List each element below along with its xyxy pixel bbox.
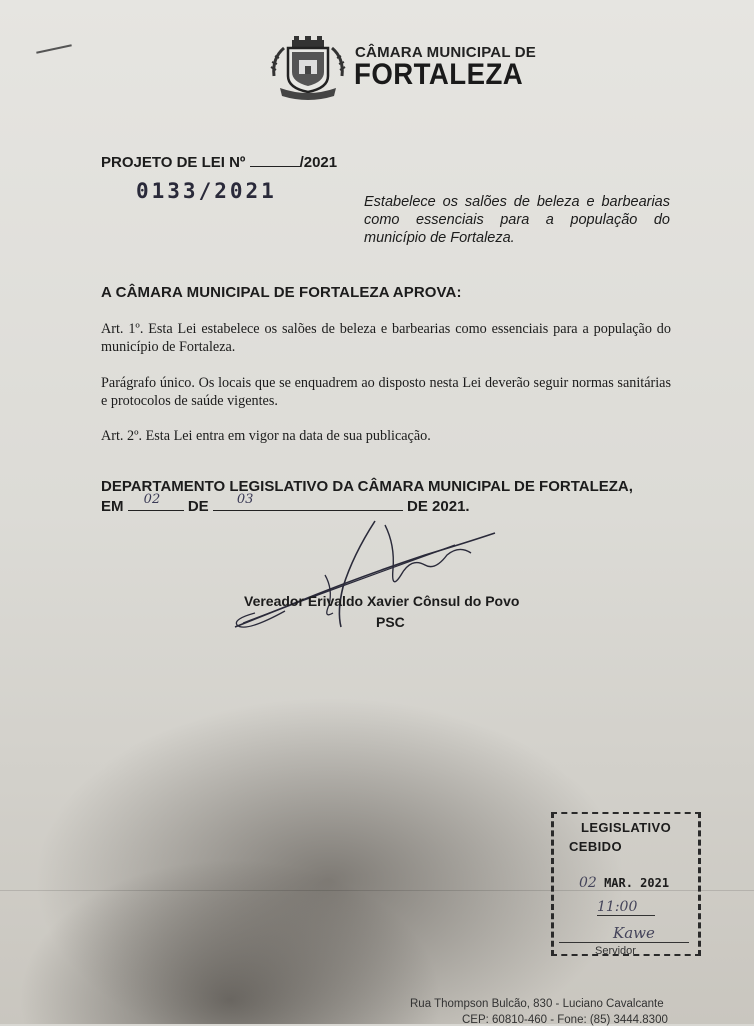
bill-summary: Estabelece os salões de beleza e barbearias como essenciais para a população do município de Fortaleza. <box>364 194 670 246</box>
footer-address: Rua Thompson Bulcão, 830 - Luciano Cavalcante <box>410 998 664 1010</box>
bill-number-line <box>101 154 337 171</box>
stamp-day-handwritten: 02 <box>579 875 597 891</box>
month-field <box>213 492 403 511</box>
bill-year: /2021 <box>299 154 338 171</box>
stamp-line2: CEBIDO <box>569 839 622 854</box>
day-handwritten: 02 <box>143 492 161 507</box>
stamped-bill-number: 0133/2021 <box>136 179 277 203</box>
em-label: EM <box>101 498 124 515</box>
year-label: DE 2021. <box>407 498 470 515</box>
coat-of-arms-logo <box>268 36 348 100</box>
bill-label: PROJETO DE LEI Nº <box>101 154 246 171</box>
day-field <box>128 492 184 511</box>
signatory-party: PSC <box>376 614 405 630</box>
stamp-line1: LEGISLATIVO <box>581 820 672 835</box>
footer-cep-phone: CEP: 60810-460 - Fone: (85) 3444.8300 <box>462 1014 668 1026</box>
department-heading: DEPARTAMENTO LEGISLATIVO DA CÂMARA MUNICIPAL DE FORTALEZA, <box>101 478 633 495</box>
stamp-time: 11:00 <box>597 899 655 916</box>
stamp-month-year: MAR. 2021 <box>604 876 670 890</box>
article-2: Art. 2º. Esta Lei entra em vigor na data de sua publicação. <box>101 428 431 444</box>
stamp-role-label: Servidor <box>595 945 636 957</box>
article-1: Art. 1º. Esta Lei estabelece os salões de beleza e barbearias como essenciais para a população do município de Fortaleza. <box>101 321 671 355</box>
received-stamp <box>551 812 697 964</box>
date-line <box>101 492 470 515</box>
pen-mark <box>36 44 72 53</box>
de-label: DE <box>187 498 209 515</box>
handwritten-signature <box>225 515 515 635</box>
stamp-servant-signature: Kawe <box>613 924 655 942</box>
stamp-date <box>579 875 669 891</box>
sole-paragraph: Parágrafo único. Os locais que se enquadrem ao disposto nesta Lei deverão seguir normas sanitárias e protocolos de saúde vigentes. <box>101 375 671 409</box>
org-name-line1: CÂMARA MUNICIPAL DE <box>355 44 537 61</box>
stamp-signature-line <box>559 942 689 943</box>
month-handwritten: 03 <box>236 492 254 507</box>
org-name-line2: FORTALEZA <box>354 58 524 91</box>
signatory-name: Vereador Erivaldo Xavier Cônsul do Povo <box>244 593 520 609</box>
approval-heading: A CÂMARA MUNICIPAL DE FORTALEZA APROVA: <box>101 284 462 301</box>
bill-number-blank <box>250 154 300 167</box>
